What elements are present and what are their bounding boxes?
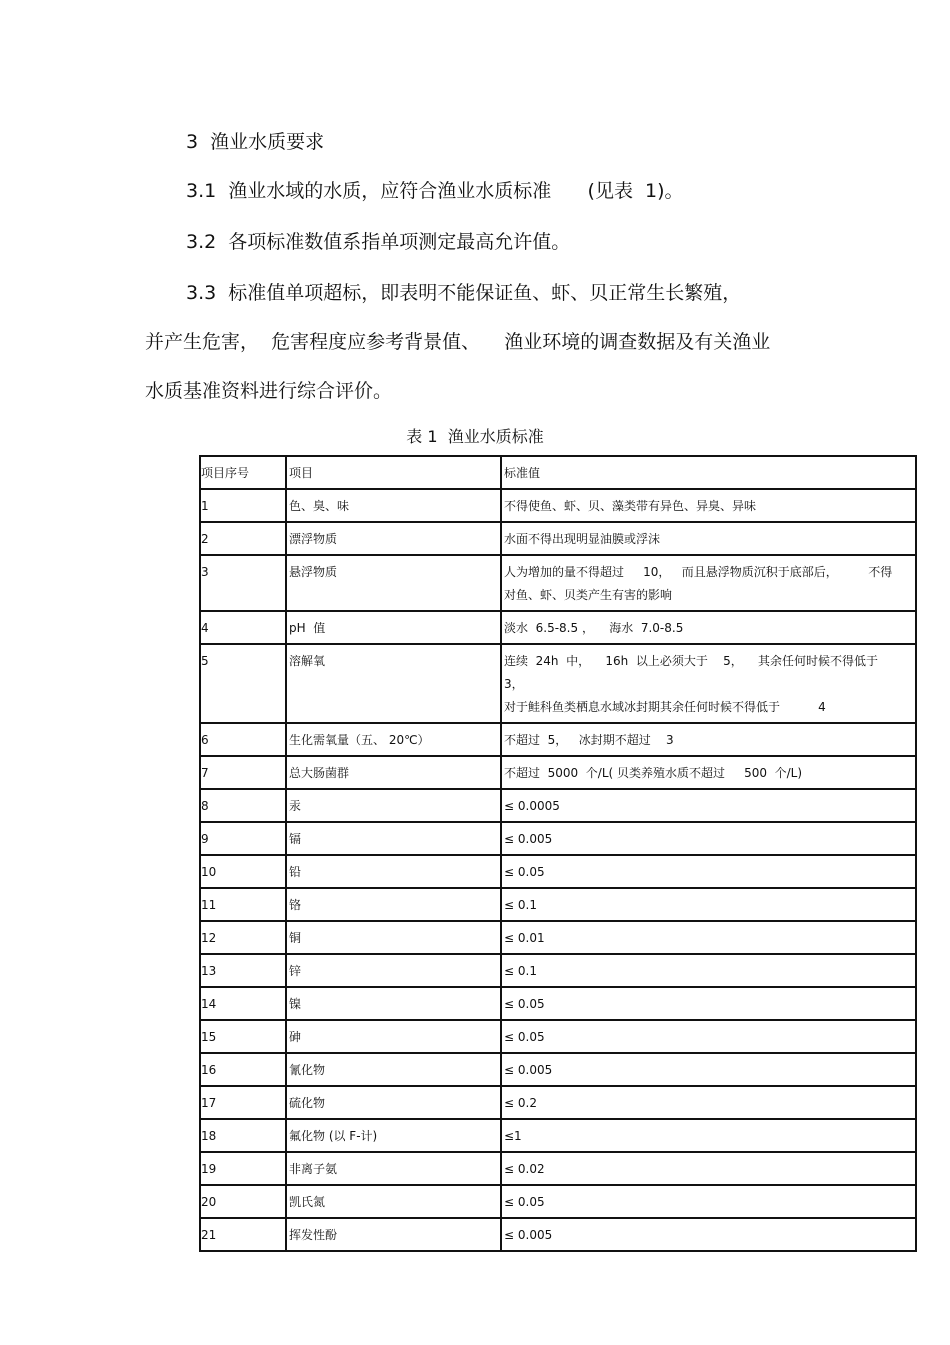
table-row [200, 1152, 916, 1185]
row-item-cell: 锌 [286, 954, 501, 987]
table-row [200, 555, 916, 611]
row-index-cell: 5 [200, 644, 286, 723]
row-index-cell: 4 [200, 611, 286, 644]
table-row [200, 987, 916, 1020]
row-standard-cell: 不超过 5， 冰封期不超过 3 [501, 723, 916, 756]
row-standard-cell: ≤ 0.0005 [501, 789, 916, 822]
table-row [200, 1053, 916, 1086]
row-item-cell: 铅 [286, 855, 501, 888]
row-index-cell: 6 [200, 723, 286, 756]
table-row [200, 855, 916, 888]
table-row [200, 1218, 916, 1251]
header-cell-index: 项目序号 [200, 456, 286, 489]
row-standard-cell: ≤ 0.01 [501, 921, 916, 954]
table-row [200, 789, 916, 822]
row-item-cell: 汞 [286, 789, 501, 822]
row-index-cell: 16 [200, 1053, 286, 1086]
row-index-cell: 13 [200, 954, 286, 987]
row-index-cell: 20 [200, 1185, 286, 1218]
paragraph-3-3-line3: 水质基准资料进行综合评价。 [145, 380, 393, 402]
paragraph-3-3-line2: 并产生危害， 危害程度应参考背景值、 渔业环境的调查数据及有关渔业 [145, 331, 771, 353]
paragraph-3-3-line1: 3.3 标准值单项超标，即表明不能保证鱼、虾、贝正常生长繁殖， [186, 282, 742, 304]
row-item-cell: 溶解氧 [286, 644, 501, 723]
row-index-cell: 18 [200, 1119, 286, 1152]
row-standard-cell: ≤ 0.05 [501, 1185, 916, 1218]
row-index-cell: 7 [200, 756, 286, 789]
paragraph-3-2: 3.2 各项标准数值系指单项测定最高允许值。 [186, 231, 571, 253]
row-item-cell: 氰化物 [286, 1053, 501, 1086]
row-standard-cell: ≤ 0.005 [501, 1053, 916, 1086]
row-item-cell: 色、臭、味 [286, 489, 501, 522]
row-index-cell: 11 [200, 888, 286, 921]
row-standard-cell: 连续 24h 中， 16h 以上必须大于 5， 其余任何时候不得低于 3， 对于鲑科鱼类栖息水域冰封期其余任何时候不得低于 4 [501, 644, 916, 723]
table-row [200, 522, 916, 555]
row-index-cell: 9 [200, 822, 286, 855]
row-item-cell: 铬 [286, 888, 501, 921]
row-item-cell: 挥发性酚 [286, 1218, 501, 1251]
row-item-cell: 硫化物 [286, 1086, 501, 1119]
table-row [200, 822, 916, 855]
row-item-cell: 凯氏氮 [286, 1185, 501, 1218]
section-heading: 3 渔业水质要求 [186, 131, 325, 153]
row-item-cell: 镉 [286, 822, 501, 855]
row-item-cell: 悬浮物质 [286, 555, 501, 611]
row-item-cell: 氟化物 (以 F-计) [286, 1119, 501, 1152]
row-standard-cell: ≤ 0.005 [501, 1218, 916, 1251]
table-row [200, 723, 916, 756]
row-index-cell: 21 [200, 1218, 286, 1251]
row-item-cell: 总大肠菌群 [286, 756, 501, 789]
table-row [200, 921, 916, 954]
row-index-cell: 3 [200, 555, 286, 611]
row-index-cell: 1 [200, 489, 286, 522]
row-standard-cell: ≤ 0.1 [501, 888, 916, 921]
row-standard-cell: 不得使鱼、虾、贝、藻类带有异色、异臭、异味 [501, 489, 916, 522]
row-index-cell: 14 [200, 987, 286, 1020]
row-item-cell: 镍 [286, 987, 501, 1020]
table-row [200, 611, 916, 644]
table-row [200, 644, 916, 723]
table-row [200, 1119, 916, 1152]
table-row [200, 489, 916, 522]
table-row [200, 1185, 916, 1218]
row-standard-cell: ≤ 0.1 [501, 954, 916, 987]
table-row [200, 888, 916, 921]
paragraph-3-1: 3.1 渔业水域的水质，应符合渔业水质标准 (见表 1)。 [186, 180, 684, 202]
row-standard-cell: 人为增加的量不得超过 10， 而且悬浮物质沉积于底部后， 不得 对鱼、虾、贝类产生有害的影响 [501, 555, 916, 611]
header-cell-item: 项目 [286, 456, 501, 489]
row-standard-cell: ≤ 0.2 [501, 1086, 916, 1119]
row-standard-cell: ≤ 0.05 [501, 1020, 916, 1053]
row-standard-cell: ≤ 0.02 [501, 1152, 916, 1185]
row-item-cell: 铜 [286, 921, 501, 954]
row-index-cell: 10 [200, 855, 286, 888]
table-row [200, 954, 916, 987]
row-index-cell: 8 [200, 789, 286, 822]
row-index-cell: 12 [200, 921, 286, 954]
row-standard-cell: 不超过 5000 个/L( 贝类养殖水质不超过 500 个/L) [501, 756, 916, 789]
row-item-cell: 漂浮物质 [286, 522, 501, 555]
header-cell-standard: 标准值 [501, 456, 916, 489]
row-standard-cell: ≤ 0.05 [501, 855, 916, 888]
row-item-cell: 非离子氨 [286, 1152, 501, 1185]
row-standard-cell: ≤1 [501, 1119, 916, 1152]
row-standard-cell: ≤ 0.05 [501, 987, 916, 1020]
water-quality-table [199, 455, 917, 1252]
row-index-cell: 2 [200, 522, 286, 555]
table-row [200, 1086, 916, 1119]
table-row [200, 756, 916, 789]
table-caption: 表 1 渔业水质标准 [406, 427, 544, 446]
row-standard-cell: 淡水 6.5-8.5 ， 海水 7.0-8.5 [501, 611, 916, 644]
table-header-row [200, 456, 916, 489]
row-item-cell: 砷 [286, 1020, 501, 1053]
row-item-cell: 生化需氧量（五、 20℃） [286, 723, 501, 756]
row-index-cell: 15 [200, 1020, 286, 1053]
row-index-cell: 17 [200, 1086, 286, 1119]
row-index-cell: 19 [200, 1152, 286, 1185]
row-standard-cell: ≤ 0.005 [501, 822, 916, 855]
row-standard-cell: 水面不得出现明显油膜或浮沫 [501, 522, 916, 555]
row-item-cell: pH 值 [286, 611, 501, 644]
table-row [200, 1020, 916, 1053]
